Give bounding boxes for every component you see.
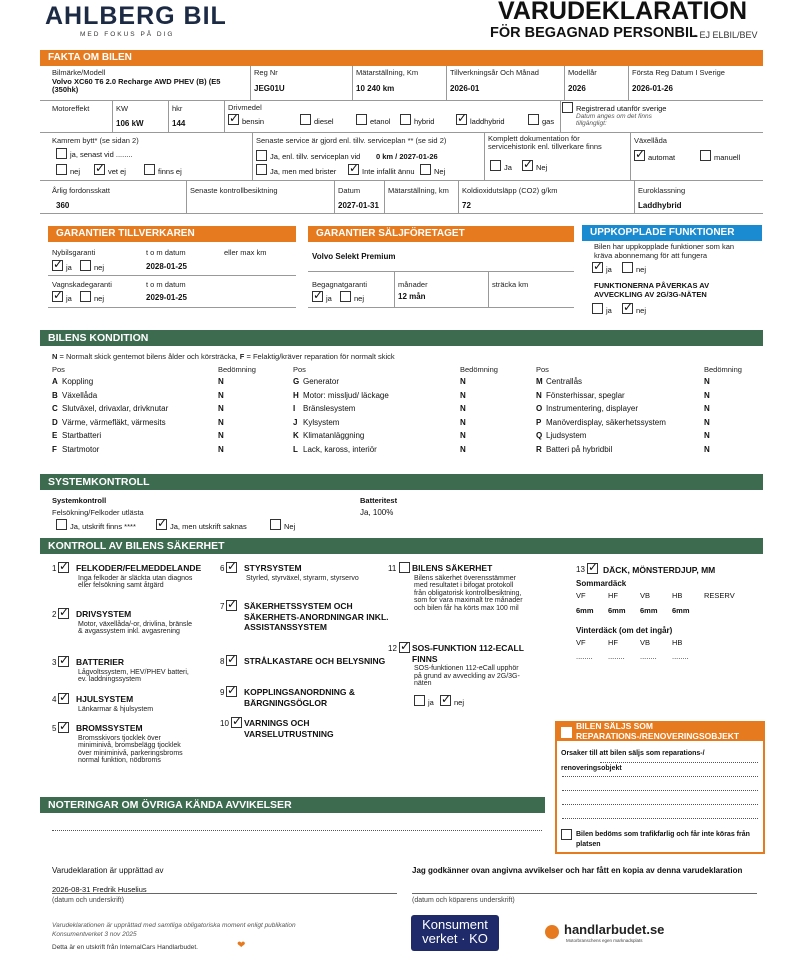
hk-value: 144	[172, 119, 186, 128]
condition-rating: N	[704, 444, 710, 454]
safety-item-number: 2	[52, 610, 57, 619]
condition-item: Startbatteri	[62, 431, 102, 440]
uppkopplade-header: UPPKOPPLADE FUNKTIONER	[582, 225, 762, 241]
sos-no-label: nej	[454, 698, 465, 707]
safety-item-title: SOS-FUNKTION 112-ECALL FINNS	[412, 643, 524, 664]
summer-tire-depth: 6mm	[608, 606, 626, 615]
months-value: 12 mån	[398, 292, 426, 301]
fuel-laddhybrid-checkbox[interactable]	[456, 114, 467, 125]
connected-q1-yes-label: ja	[606, 265, 612, 274]
euro-label: Euroklassning	[638, 186, 686, 195]
body-yes-label: ja	[66, 294, 72, 303]
doc-title: VARUDEKLARATION	[498, 0, 748, 25]
safety-item-number: 4	[52, 695, 57, 704]
summer-tire-col: HF	[608, 591, 618, 600]
power-label: Motoreffekt	[52, 104, 90, 113]
handlarbudet-icon	[545, 925, 559, 939]
body-warranty-date: 2029-01-25	[146, 293, 187, 302]
fuel-hybrid-label: hybrid	[414, 117, 435, 126]
condition-letter: F	[52, 444, 57, 454]
used-warranty-no[interactable]	[340, 291, 351, 302]
belt-unknown-checkbox[interactable]	[94, 164, 105, 175]
condition-item: Slutväxel, drivaxlar, drivknutar	[62, 404, 169, 413]
condition-letter: I	[293, 404, 296, 413]
garanti-tillv-header: GARANTIER TILLVERKAREN	[48, 226, 296, 242]
new-warranty-date: 2028-01-25	[146, 262, 187, 271]
syscheck-opt3-label: Nej	[284, 522, 296, 531]
connected-q1-no[interactable]	[622, 262, 633, 273]
winter-tire-col: VF	[576, 638, 586, 647]
co2-label: Koldioxidutsläpp (CO2) g/km	[462, 186, 558, 195]
safety-item-description: Länkarmar & hjulsystem	[78, 705, 154, 713]
condition-rating: N	[704, 390, 710, 400]
condition-letter: B	[52, 390, 58, 400]
safety-item-title: KOPPLINGSANORDNING & BÄRGNINGSÖGLOR	[244, 687, 355, 708]
garanti-salj-header: GARANTIER SÄLJFÖRETAGET	[308, 226, 574, 242]
fuel-bensin-label: bensin	[242, 117, 265, 126]
condition-item: Motor: missljud/ läckage	[303, 390, 389, 400]
condition-letter: M	[536, 377, 543, 386]
printout-note: Detta är en utskrift från InternalCars Handlarbudet.	[52, 944, 198, 951]
brand-logo: AHLBERG BIL	[45, 2, 227, 30]
gear-manual-checkbox[interactable]	[700, 150, 711, 161]
condition-letter: J	[293, 417, 298, 427]
insp-km-label: Mätarställning, km	[388, 186, 449, 195]
condition-letter: Q	[536, 431, 543, 440]
belt-no-label: nej	[70, 167, 81, 176]
euro-value: Laddhybrid	[638, 201, 682, 210]
service-opt2-checkbox[interactable]	[256, 164, 267, 175]
doc-yes-checkbox[interactable]	[490, 160, 501, 171]
service-label: Senaste service är gjord enl. tillv. serviceplan ** (se sid 2)	[256, 136, 447, 145]
safety-item-description: Motor, växellåda/-or, drivlina, bränsle & avgassystem inkl. avgasrening	[78, 620, 192, 635]
fuel-label: Drivmedel	[228, 103, 262, 112]
connected-q1-no-label: nej	[636, 265, 647, 274]
condition-rating: N	[704, 377, 710, 386]
condition-rating: N	[460, 390, 466, 400]
kv-line1: Konsument	[422, 917, 488, 932]
safety-item-checkbox[interactable]	[226, 686, 237, 697]
winter-tire-depth: ........	[640, 652, 657, 661]
repair-line-5	[562, 818, 758, 819]
condition-item: Kylsystem	[303, 417, 340, 427]
safety-item-checkbox[interactable]	[58, 562, 69, 573]
belt-no-checkbox[interactable]	[56, 164, 67, 175]
made-by-value: 2026-08-31 Fredrik Huselius	[52, 885, 147, 894]
systemkontroll-label: Systemkontroll	[52, 496, 107, 505]
tires-checkbox[interactable]	[587, 563, 598, 574]
doc-no-label: Nej	[536, 163, 548, 172]
condition-letter: G	[293, 377, 300, 386]
regoutside-note: Datum anges om det finns tillgängligt:	[576, 113, 652, 127]
winter-tire-depth: ........	[608, 652, 625, 661]
repair-line-4	[562, 804, 758, 805]
condition-letter: K	[293, 431, 299, 440]
regoutside-label: Registrerad utanför sverige	[576, 104, 667, 113]
condition-letter: L	[293, 444, 298, 454]
model-value: Volvo XC60 T6 2.0 Recharge AWD PHEV (B) (E5 (350hk)	[52, 77, 221, 94]
condition-item: Växellåda	[62, 390, 98, 400]
new-warranty-no[interactable]	[80, 260, 91, 271]
gear-manual-label: manuell	[714, 153, 741, 162]
fuel-etanol-label: etanol	[370, 117, 391, 126]
safety-item-checkbox[interactable]	[226, 562, 237, 573]
sos-yes-checkbox[interactable]	[414, 695, 425, 706]
hk-label: hkr	[172, 104, 183, 113]
battery-label: Batteritest	[360, 496, 398, 505]
used-yes-label: ja	[326, 294, 332, 303]
fuel-diesel-label: diesel	[314, 117, 334, 126]
condition-rating: N	[460, 444, 466, 454]
safety-item-description: Bilens säkerhet överensstämmer med resultatet i bifogat protokoll från obligatorisk kontrollbesiktning, som for vara maximalt tre månader och bilen får ha körts max 100 mil	[414, 574, 523, 612]
new-until-label: t o m datum	[146, 248, 186, 257]
safety-item-number: 1	[52, 564, 57, 573]
body-warranty-yes[interactable]	[52, 291, 63, 302]
printout-heart-icon: ❤	[237, 940, 246, 951]
regoutside-checkbox[interactable]	[562, 102, 573, 113]
repair-line-1	[600, 762, 758, 763]
connected-q2-yes-label: ja	[606, 306, 612, 315]
syscheck-opt1-label: Ja, utskrift finns ****	[70, 522, 136, 531]
fuel-etanol-checkbox[interactable]	[356, 114, 367, 125]
service-opt4-label: Nej	[434, 167, 446, 176]
service-opt3-label: Inte infallit ännu	[362, 167, 415, 176]
summer-tire-depth: 6mm	[576, 606, 594, 615]
condition-item: Värme, värmefläkt, värmesits	[62, 417, 166, 427]
fuel-gas-label: gas	[542, 117, 555, 126]
new-no-label: nej	[94, 263, 105, 272]
safety-item-description: Inga felkoder är släckta utan diagnos eller felsökning samt åtgärd	[78, 574, 193, 589]
summer-tire-col: RESERV	[704, 591, 735, 600]
mfg-value: 2026-01	[450, 84, 480, 93]
condition-rating: N	[460, 417, 466, 427]
kv-line2: verket · KO	[422, 931, 488, 946]
brand-tagline: MED FOKUS PÅ DIG	[80, 31, 175, 38]
battery-value: Ja, 100%	[360, 508, 394, 517]
modelyear-label: Modellår	[568, 68, 597, 77]
pos-label-2: Pos	[293, 365, 306, 374]
safety-item-number: 9	[220, 688, 225, 697]
safety-item-title: VARNINGS OCH VARSELUTRUSTNING	[244, 718, 334, 739]
safety-item-title: STRÅLKASTARE OCH BELYSNING	[244, 656, 386, 666]
condition-letter: O	[536, 404, 543, 413]
seller-signature-line	[52, 893, 397, 894]
winter-tire-col: VB	[640, 638, 651, 647]
condition-letter: P	[536, 417, 542, 427]
winter-tire-depth: ........	[672, 652, 689, 661]
doc-label: Komplett dokumentation för servicehistorik enl. tillverkare finns	[488, 134, 602, 151]
safety-item-description: Styrled, styrväxel, styrarm, styrservo	[246, 574, 359, 582]
kw-label: KW	[116, 104, 129, 113]
belt-yes-label: ja, senast vid ........	[70, 150, 133, 159]
condition-item: Lack, kaross, interiör	[303, 444, 377, 454]
rating-label-3: Bedömning	[704, 365, 742, 374]
fakta-header: FAKTA OM BILEN	[40, 50, 763, 66]
legal-line-1: Varudeklarationen är upprättad med samtliga obligatoriska moment enligt publikation	[52, 922, 296, 929]
kw-value: 106 kW	[116, 119, 144, 128]
seller-signature-note: (datum och underskrift)	[52, 897, 124, 904]
condition-rating: N	[460, 404, 466, 413]
safety-item-description: Bromsskivors tjocklek över miniminivå, bromsbelägg tjocklek över miniminivå, parkeringsbroms normal funktion, nödbroms	[78, 734, 183, 764]
winter-tire-col: HB	[672, 638, 683, 647]
made-by-label: Varudeklaration är upprättad av	[52, 866, 164, 875]
safety-item-checkbox[interactable]	[231, 717, 242, 728]
condition-rating: N	[460, 377, 466, 386]
condition-item: Batteri på hybridbil	[546, 444, 613, 454]
new-warranty-yes[interactable]	[52, 260, 63, 271]
gear-auto-checkbox[interactable]	[634, 150, 645, 161]
belt-label: Kamrem bytt* (se sidan 2)	[52, 136, 139, 145]
condition-rating: N	[704, 417, 710, 427]
condition-item: Ljudsystem	[546, 431, 587, 440]
pos-label-3: Pos	[536, 365, 549, 374]
gear-auto-label: automat	[648, 153, 676, 162]
belt-none-label: finns ej	[158, 167, 182, 176]
reg-label: Reg Nr	[254, 68, 278, 77]
winter-label: Vinterdäck (om det ingår)	[576, 626, 673, 635]
syscheck-opt2-label: Ja, men utskrift saknas	[170, 522, 247, 531]
summer-tire-depth: 6mm	[640, 606, 658, 615]
condition-letter: H	[293, 390, 299, 400]
syscheck-opt2[interactable]	[156, 519, 167, 530]
connected-q2-no-label: nej	[636, 306, 647, 315]
new-warranty-label: Nybilsgaranti	[52, 248, 96, 257]
safety-item-description: Lågvoltssystem, HEV/PHEV batteri, ev. laddningssystem	[78, 668, 189, 683]
winter-tire-depth: ........	[576, 652, 593, 661]
summer-tire-col: HB	[672, 591, 683, 600]
doc-subtitle-suffix: - EJ ELBIL/BEV	[694, 30, 758, 40]
pos-label-1: Pos	[52, 365, 65, 374]
model-label: Bilmärke/Modell	[52, 68, 106, 77]
buyer-signature-line	[412, 893, 757, 894]
modelyear-value: 2026	[568, 84, 586, 93]
connected-q1-yes[interactable]	[592, 262, 603, 273]
safety-item-title: DRIVSYSTEM	[76, 609, 132, 619]
km-label: sträcka km	[492, 280, 529, 289]
repair-line-2	[562, 776, 758, 777]
condition-letter: E	[52, 431, 58, 440]
condition-item: Manöverdisplay, säkerhetssystem	[546, 417, 666, 427]
condition-item: Startmotor	[62, 444, 100, 454]
months-label: månader	[398, 280, 428, 289]
service-opt1-value: 0 km / 2027-01-26	[376, 152, 438, 161]
mfg-label: Tillverkningsår Och Månad	[450, 68, 539, 77]
belt-unknown-label: vet ej	[108, 167, 126, 176]
service-opt1-label: Ja, enl. tillv. serviceplan vid	[270, 152, 361, 161]
condition-rating: N	[218, 404, 224, 413]
safety-item-checkbox[interactable]	[399, 642, 410, 653]
safety-item-title: BATTERIER	[76, 657, 125, 667]
buyer-agree: Jag godkänner ovan angivna avvikelser och har fått en kopia av denna varudeklaration	[412, 866, 743, 875]
used-no-label: nej	[354, 294, 365, 303]
safety-item-title: BILENS SÄKERHET	[412, 563, 493, 573]
co2-value: 72	[462, 201, 471, 210]
tax-value: 360	[56, 201, 70, 210]
safety-item-number: 5	[52, 724, 57, 733]
safety-item-checkbox[interactable]	[58, 608, 69, 619]
seller-warranty-name: Volvo Selekt Premium	[312, 252, 396, 261]
safety-item-number: 6	[220, 564, 225, 573]
safety-item-checkbox[interactable]	[58, 722, 69, 733]
safety-item-number: 10	[220, 719, 229, 728]
notes-line	[52, 830, 542, 831]
repair-title: BILEN SÄLJS SOM REPARATIONS-/RENOVERINGSOBJEKT	[576, 721, 740, 741]
safety-item-checkbox[interactable]	[226, 600, 237, 611]
condition-item: Generator	[303, 377, 340, 386]
condition-letter: D	[52, 417, 58, 427]
service-opt1-checkbox[interactable]	[256, 150, 267, 161]
reg-value: JEG01U	[254, 84, 285, 93]
condition-letter: C	[52, 404, 58, 413]
safety-item-number: 12	[388, 644, 397, 653]
syscheck-opt1[interactable]	[56, 519, 67, 530]
fuel-diesel-checkbox[interactable]	[300, 114, 311, 125]
summer-label: Sommardäck	[576, 579, 627, 588]
fuel-hybrid-checkbox[interactable]	[400, 114, 411, 125]
legal-line-2: Konsumentverket 3 nov 2025	[52, 931, 137, 938]
body-warranty-no[interactable]	[80, 291, 91, 302]
doc-yes-label: Ja	[504, 163, 512, 172]
unsafe-checkbox[interactable]	[561, 829, 572, 840]
fuel-gas-checkbox[interactable]	[528, 114, 539, 125]
repair-reason: Orsaker till att bilen säljs som reparations-/ renoveringsobjekt	[561, 750, 705, 772]
safety-item-number: 8	[220, 657, 225, 666]
date-label: Datum	[338, 186, 361, 195]
condition-rating: N	[218, 444, 224, 454]
body-no-label: nej	[94, 294, 105, 303]
repair-checkbox[interactable]	[561, 727, 572, 738]
new-yes-label: ja	[66, 263, 72, 272]
condition-item: Centrallås	[546, 377, 583, 386]
doc-no-checkbox[interactable]	[522, 160, 533, 171]
safety-item-number: 7	[220, 602, 225, 611]
firstreg-label: Första Reg Datum I Sverige	[632, 68, 725, 77]
safety-item-title: FELKODER/FELMEDDELANDE	[76, 563, 202, 573]
kondition-legend: N = Normalt skick gentemot bilens ålder och körsträcka, F = Felaktig/kräver reparation för normalt skick	[52, 352, 395, 361]
sos-yes-label: ja	[428, 698, 434, 707]
safety-item-description: SOS-funktionen 112-eCall upphör på grund av avveckling av 2G/3G-näten	[414, 665, 520, 687]
condition-rating: N	[704, 404, 710, 413]
condition-letter: N	[536, 390, 542, 400]
date-value: 2027-01-31	[338, 201, 379, 210]
safety-item-checkbox[interactable]	[226, 655, 237, 666]
tax-label: Årlig fordonsskatt	[52, 186, 110, 195]
body-until-label: t o m datum	[146, 280, 186, 289]
safety-item-checkbox[interactable]	[399, 562, 410, 573]
service-opt2-label: Ja, men med brister	[270, 167, 337, 176]
summer-tire-col: VB	[640, 591, 651, 600]
condition-item: Bränslesystem	[303, 404, 356, 413]
sos-no-checkbox[interactable]	[440, 695, 451, 706]
condition-rating: N	[704, 431, 710, 440]
tires-title: DÄCK, MÖNSTERDJUP, MM	[603, 565, 716, 575]
syscheck-opt3[interactable]	[270, 519, 281, 530]
konsumentverket-logo	[411, 915, 499, 951]
condition-rating: N	[460, 431, 466, 440]
firstreg-value: 2026-01-26	[632, 84, 673, 93]
condition-rating: N	[218, 431, 224, 440]
belt-none-checkbox[interactable]	[144, 164, 155, 175]
noteringar-header: NOTERINGAR OM ÖVRIGA KÄNDA AVVIKELSER	[40, 797, 545, 813]
connected-q1: Bilen har uppkopplade funktioner som kan kräva abonnemang för att fungera	[594, 242, 735, 260]
safety-item-title: HJULSYSTEM	[76, 694, 134, 704]
service-opt4-checkbox[interactable]	[420, 164, 431, 175]
body-warranty-label: Vagnskadegaranti	[52, 280, 112, 289]
safety-item-title: SÄKERHETSSYSTEM OCH SÄKERHETS-ANORDNINGAR INKL. ASSISTANSSYSTEM	[244, 601, 389, 632]
systemkontroll-header: SYSTEMKONTROLL	[40, 474, 763, 490]
safety-item-checkbox[interactable]	[58, 693, 69, 704]
repair-line-3	[562, 790, 758, 791]
condition-item: Fönsterhissar, speglar	[546, 390, 625, 400]
rating-label-2: Bedömning	[460, 365, 498, 374]
safety-item-title: BROMSSYSTEM	[76, 723, 143, 733]
safety-item-checkbox[interactable]	[58, 656, 69, 667]
unsafe-label: Bilen bedöms som trafikfarlig och får inte köras från platsen	[576, 831, 750, 848]
handlarbudet-sub: Motorbranschens egen marknadsplats	[566, 938, 643, 943]
condition-item: Koppling	[62, 377, 94, 386]
safety-item-number: 11	[388, 564, 397, 573]
rating-label-1: Bedömning	[218, 365, 256, 374]
doc-subtitle: FÖR BEGAGNAD PERSONBIL	[490, 25, 698, 41]
systemkontroll-sub: Felsökning/Felkoder utlästa	[52, 508, 144, 517]
connected-q2: FUNKTIONERNA PÅVERKAS AV AVVECKLING AV 2G/3G-NÄTEN	[594, 281, 710, 299]
summer-tire-col: VF	[576, 591, 586, 600]
connected-q2-no[interactable]	[622, 303, 633, 314]
used-warranty-yes[interactable]	[312, 291, 323, 302]
handlarbudet-logo: handlarbudet.se	[564, 922, 665, 937]
tires-number: 13	[576, 565, 585, 574]
winter-tire-col: HF	[608, 638, 618, 647]
kondition-header: BILENS KONDITION	[40, 330, 763, 346]
gear-label: Växellåda	[634, 136, 667, 145]
fuel-laddhybrid-label: laddhybrid	[470, 117, 505, 126]
condition-item: Instrumentering, displayer	[546, 404, 639, 413]
sakerhet-header: KONTROLL AV BILENS SÄKERHET	[40, 538, 763, 554]
fuel-bensin-checkbox[interactable]	[228, 114, 239, 125]
safety-item-title: STYRSYSTEM	[244, 563, 302, 573]
inspection-label: Senaste kontrollbesiktning	[190, 186, 278, 195]
mileage-value: 10 240 km	[356, 84, 395, 93]
connected-q2-yes[interactable]	[592, 303, 603, 314]
mileage-label: Mätarställning, Km	[356, 68, 419, 77]
new-max-label: eller max km	[224, 248, 267, 257]
buyer-signature-note: (datum och köparens underskrift)	[412, 897, 515, 904]
condition-letter: A	[52, 377, 58, 386]
condition-letter: R	[536, 444, 542, 454]
safety-item-number: 3	[52, 658, 57, 667]
summer-tire-depth: 6mm	[672, 606, 690, 615]
condition-rating: N	[218, 390, 224, 400]
service-opt3-checkbox[interactable]	[348, 164, 359, 175]
belt-yes-checkbox[interactable]	[56, 148, 67, 159]
condition-rating: N	[218, 417, 224, 427]
condition-item: Klimatanläggning	[303, 431, 365, 440]
condition-rating: N	[218, 377, 224, 386]
used-warranty-label: Begagnatgaranti	[312, 280, 368, 289]
